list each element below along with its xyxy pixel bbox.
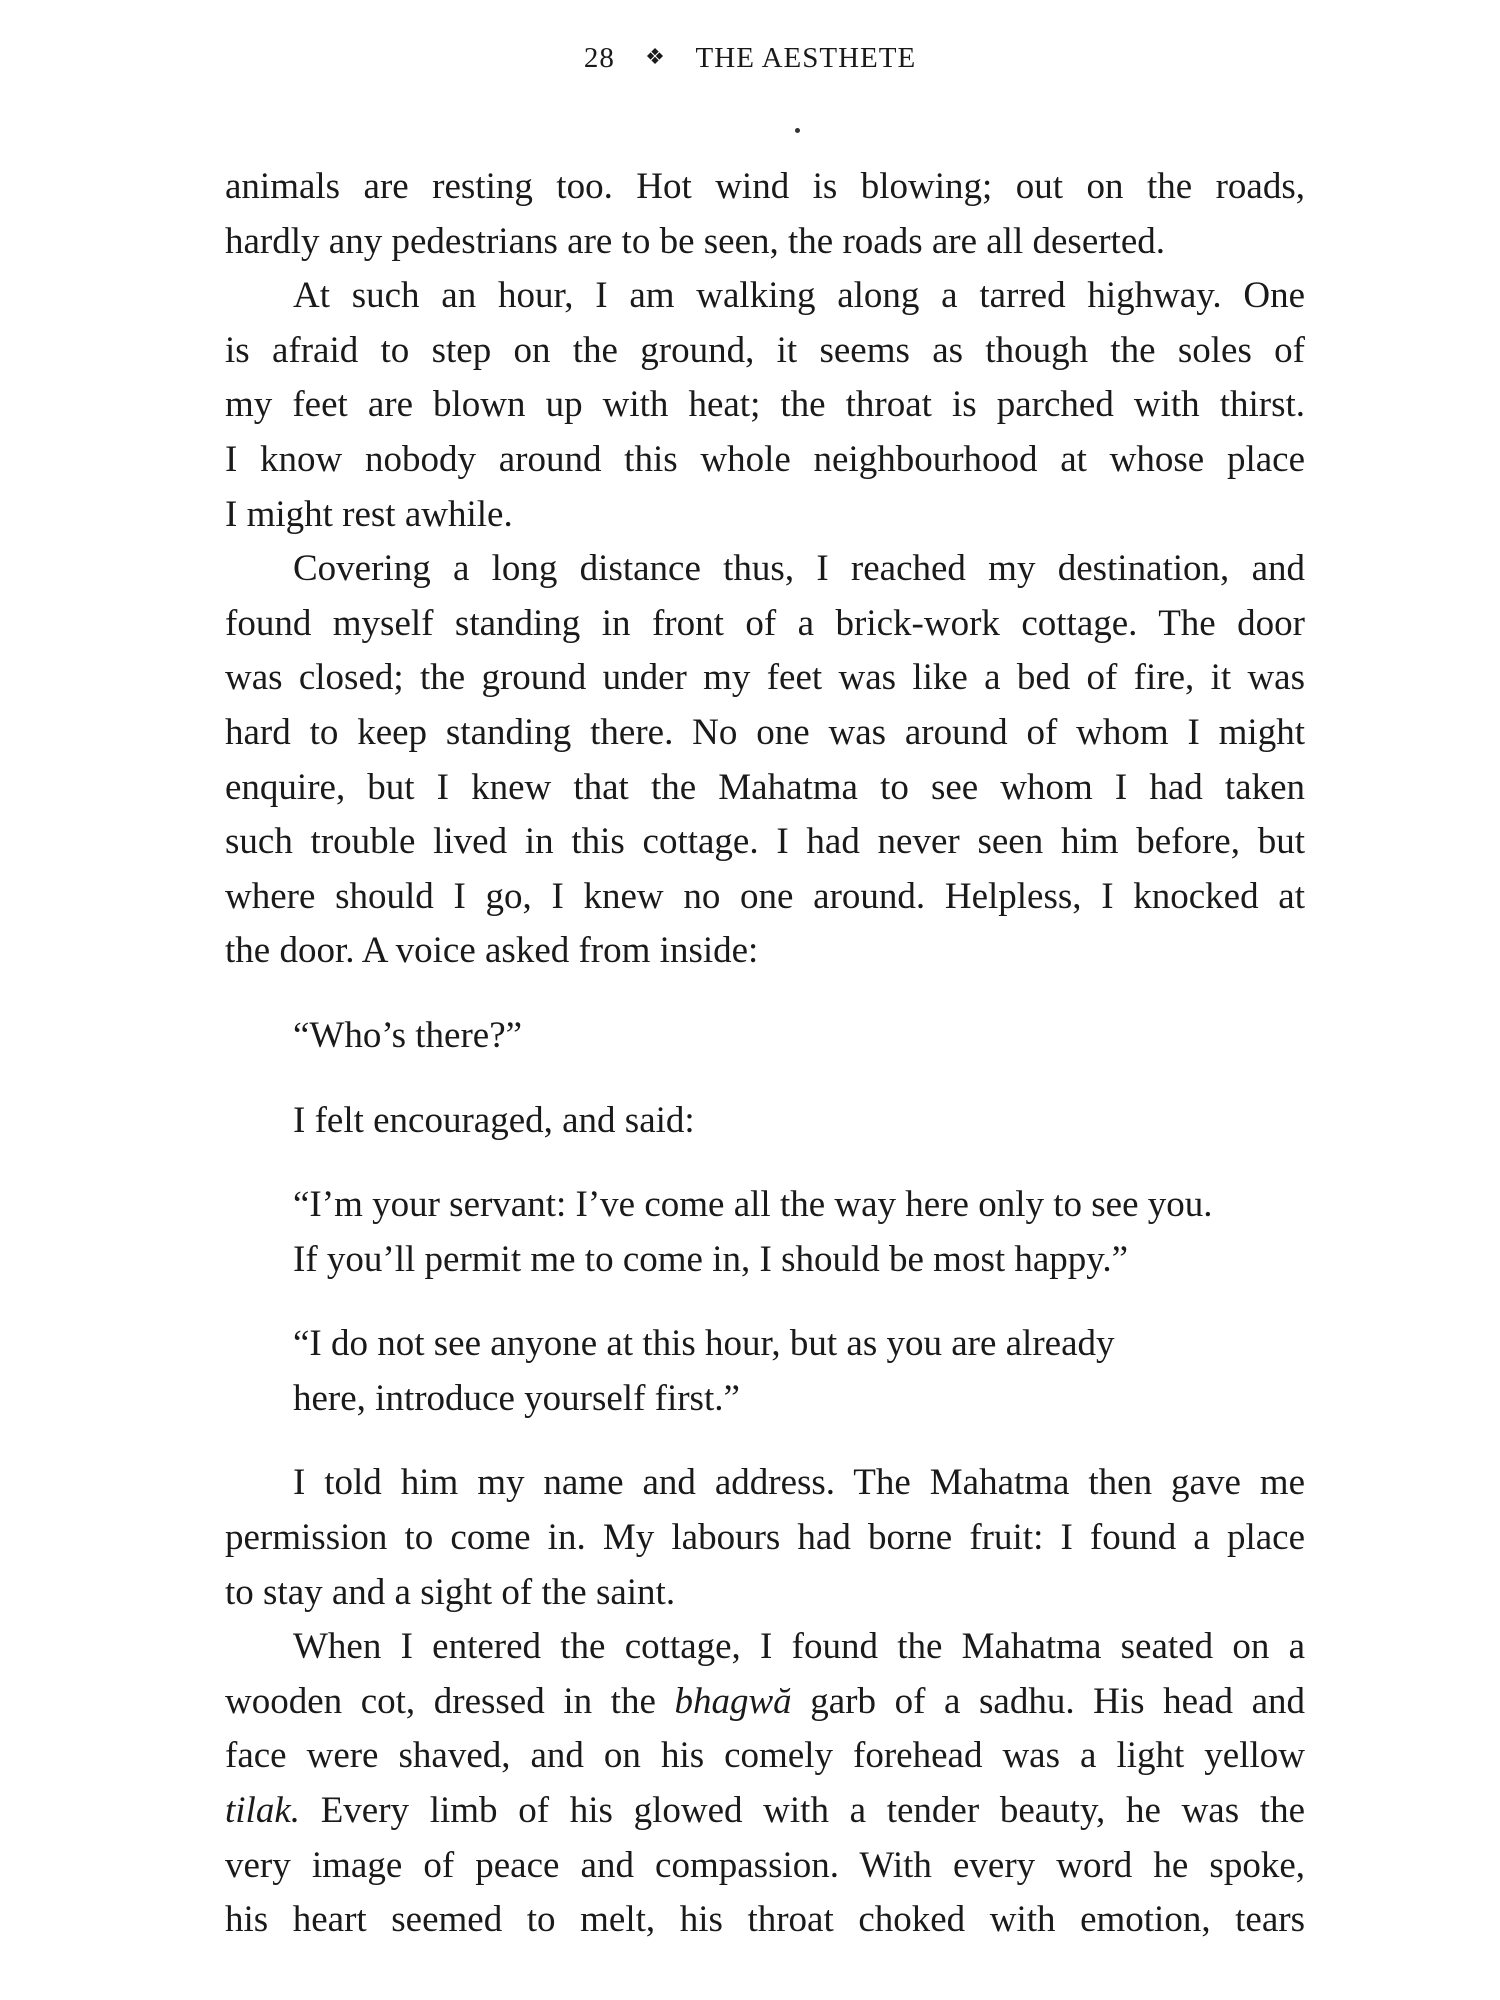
text-line: If you’ll permit me to come in, I should be most happy.”	[293, 1238, 1129, 1280]
text-line: such trouble lived in this cottage. I had never seen him before, but	[225, 821, 1305, 863]
text-line: where should I go, I knew no one around. Helpless, I knocked at	[225, 875, 1305, 917]
text-line: enquire, but I knew that the Mahatma to see whom I had taken	[225, 766, 1305, 808]
paragraph-4	[225, 1456, 1305, 1620]
text-line: I felt encouraged, and said:	[293, 1099, 695, 1141]
text-line: his heart seemed to melt, his throat choked with emotion, tears	[225, 1899, 1305, 1941]
text-line: When I entered the cottage, I found the Mahatma seated on a	[293, 1626, 1305, 1668]
text-line: I told him my name and address. The Mahatma then gave me	[293, 1462, 1305, 1504]
text-line: “Who’s there?”	[293, 1014, 523, 1056]
text-line: to stay and a sight of the saint.	[225, 1571, 676, 1613]
text-line: “I do not see anyone at this hour, but as you are already	[293, 1323, 1115, 1365]
text-line: hardly any pedestrians are to be seen, the roads are all deserted.	[225, 220, 1166, 262]
dialogue-who	[225, 1009, 1305, 1064]
text-line: the door. A voice asked from inside:	[225, 930, 759, 972]
text-line: found myself standing in front of a brick-work cottage. The door	[225, 602, 1305, 644]
text-line: my feet are blown up with heat; the throat is parched with thirst.	[225, 384, 1305, 426]
paragraph-3	[225, 542, 1305, 979]
ornament-icon: ❖	[645, 44, 666, 69]
text-run: wooden cot, dressed in the	[225, 1680, 675, 1722]
text-line	[225, 1784, 1305, 1839]
body-text	[225, 160, 1305, 1948]
text-line: At such an hour, I am walking along a tarred highway. One	[293, 275, 1305, 317]
text-line: here, introduce yourself first.”	[293, 1377, 740, 1419]
paragraph-1	[225, 160, 1305, 269]
text-run: Every limb of his glowed with a tender beauty, he was the	[300, 1790, 1305, 1832]
italic-term: bhagwă	[674, 1680, 792, 1722]
text-line: hard to keep standing there. No one was around of whom I might	[225, 711, 1305, 753]
dialogue-servant	[225, 1178, 1305, 1287]
page-number: 28	[583, 42, 615, 74]
text-line	[225, 1675, 1305, 1730]
text-line: face were shaved, and on his comely forehead was a light yellow	[225, 1735, 1305, 1777]
text-run: garb of a sadhu. His head and	[791, 1680, 1305, 1722]
text-line: Covering a long distance thus, I reached my destination, and	[293, 548, 1305, 590]
dialogue-introduce	[225, 1317, 1305, 1426]
text-line: “I’m your servant: I’ve come all the way here only to see you.	[293, 1184, 1213, 1226]
paragraph-5	[225, 1620, 1305, 1948]
dialogue-encouraged	[225, 1094, 1305, 1149]
text-line: was closed; the ground under my feet was like a bed of fire, it was	[225, 657, 1305, 699]
print-speck	[795, 128, 800, 133]
text-line: I might rest awhile.	[225, 493, 513, 535]
text-line: animals are resting too. Hot wind is blowing; out on the roads,	[225, 166, 1305, 207]
text-line: I know nobody around this whole neighbourhood at whose place	[225, 438, 1305, 480]
running-title: THE AESTHETE	[695, 42, 917, 74]
paragraph-2	[225, 269, 1305, 542]
text-line: is afraid to step on the ground, it seems as though the soles of	[225, 329, 1305, 371]
text-line: very image of peace and compassion. With every word he spoke,	[225, 1844, 1305, 1886]
running-head	[0, 42, 1500, 75]
italic-term: tilak.	[225, 1790, 301, 1832]
text-line: permission to come in. My labours had borne fruit: I found a place	[225, 1517, 1305, 1559]
